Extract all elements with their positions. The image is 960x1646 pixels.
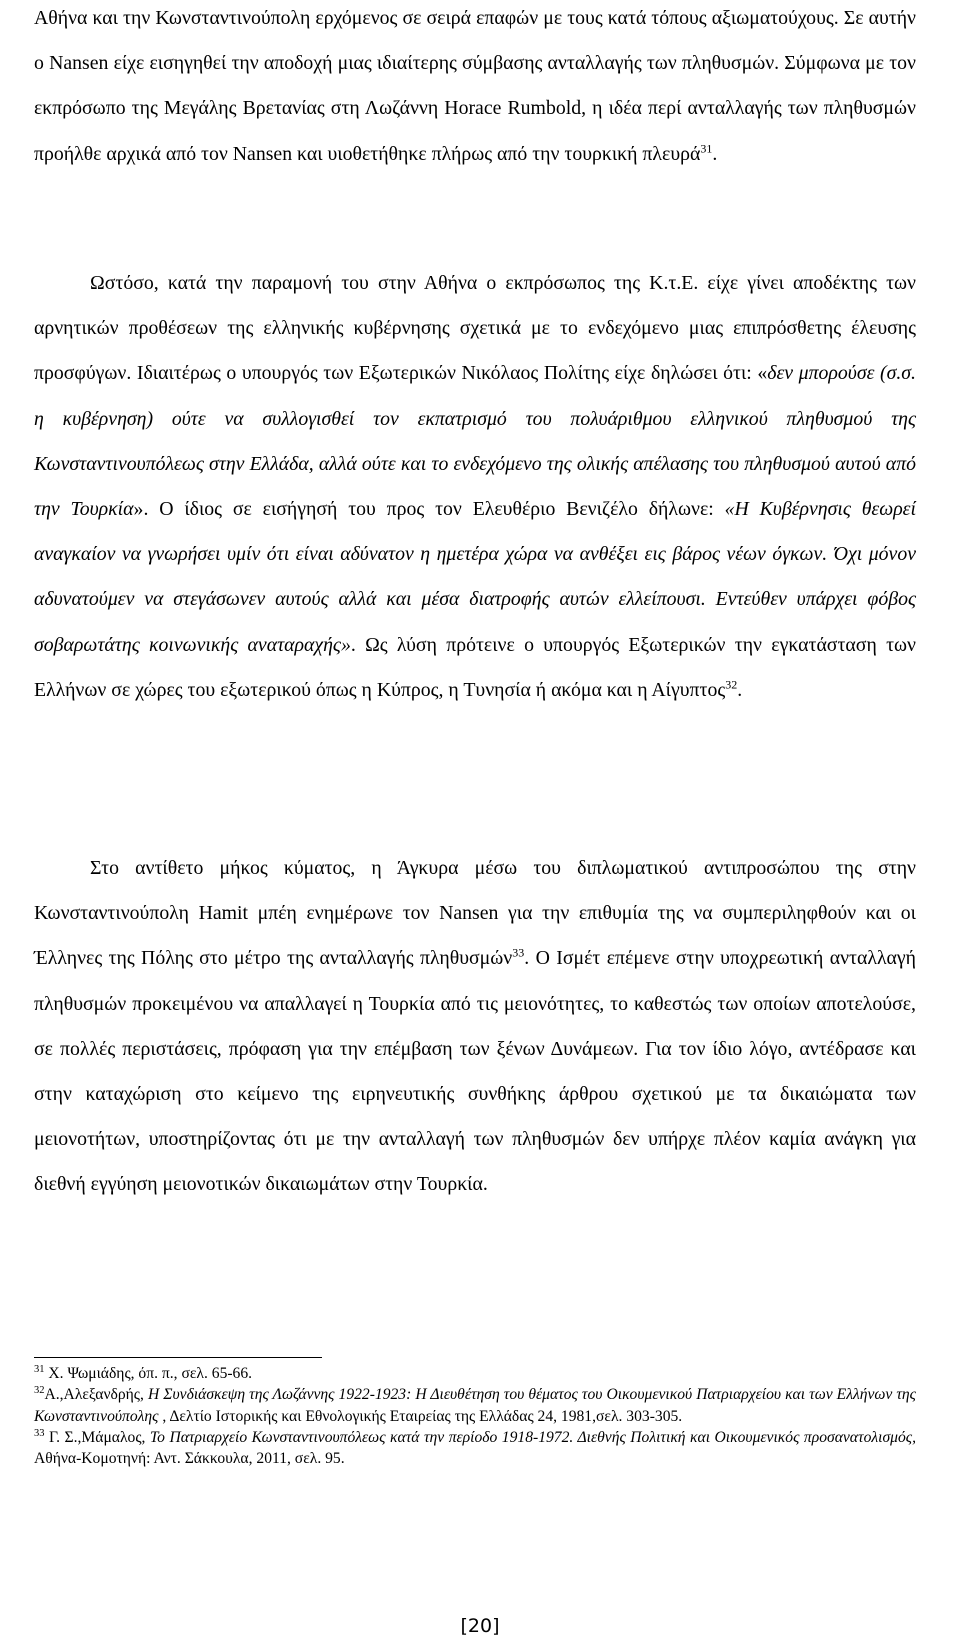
footnote [34, 1427, 916, 1470]
text-run: Χ. Ψωμιάδης, όπ. π., σελ. 65-66. [44, 1365, 253, 1382]
text-run: . Ως λύση πρότεινε ο υπουργός Εξωτερικών την εγκατάσταση των Ελλήνων σε χώρες του εξωτερικού όπως η Κύπρος, η Τυνησία ή ακόμα και η Αίγυπτος [34, 633, 916, 701]
footnote-ref: 32 [34, 1385, 45, 1397]
italic-text: δεν μπορούσε (σ.σ. η κυβέρνηση) ούτε να συλλογισθεί τον εκπατρισμό του πολυάριθμου ελληνικού πληθυσμού της Κωνσταντινουπόλεως στην Ελλάδα, αλλά ούτε και το ενδεχόμενο της ολικής απέλασης του πληθυσμού αυτού από την Τουρκία [34, 362, 916, 521]
text-run: Α.,Αλεξανδρής, [44, 1386, 148, 1404]
footnote-ref: 31 [700, 141, 713, 156]
text-run: Αθήνα-Κομοτηνή: Αντ. Σάκκουλα, 2011, σελ. 95. [34, 1450, 345, 1468]
footnotes [34, 1363, 916, 1469]
footnote-separator [34, 1357, 322, 1358]
text-run: . [737, 678, 743, 701]
footnote-ref: 32 [725, 677, 738, 692]
footnote [34, 1363, 916, 1384]
footnote-ref: 33 [512, 945, 525, 960]
italic-text: Το Πατριαρχείο Κωνσταντινουπόλεως κατά την περίοδο 1918-1972. Διεθνής Πολιτική και Οικουμενικός προσανατολισμός, [149, 1428, 916, 1446]
text-run: , Δελτίο Ιστορικής και Εθνολογικής Εταιρείας της Ελλάδας 24, 1981,σελ. 303-305. [158, 1407, 683, 1425]
footnote-ref: 31 [34, 1363, 45, 1375]
page-number: [20] [460, 1615, 500, 1637]
paragraph [34, 261, 916, 713]
text-run: ». Ο ίδιος σε εισήγησή του προς τον Ελευθέριο Βενιζέλο δήλωνε: [133, 498, 725, 521]
footnote-ref: 33 [34, 1427, 45, 1439]
text-run: Γ. Σ.,Μάμαλος, [44, 1428, 150, 1446]
paragraph [34, 0, 916, 177]
italic-text: Η Συνδιάσκεψη της Λωζάννης 1922-1923: Η Διευθέτηση του θέματος του Οικουμενικού Πατριαρχείου και των Ελλήνων της Κωνσταντινούπολης [34, 1386, 916, 1425]
text-run: Αθήνα και την Κωνσταντινούπολη ερχόμενος σε σειρά επαφών με τους κατά τόπους αξιωματούχους. Σε αυτήν ο Nansen είχε εισηγηθεί την αποδοχή μιας ιδιαίτερης σύμβασης ανταλλαγής των πληθυσμών. Σύμφωνα με τον εκπρόσωπο της Μεγάλης Βρετανίας στη Λωζάννη Horace Rumbold, η ιδέα περί ανταλλαγής των πληθυσμών προήλθε αρχικά από τον Nansen και υιοθετήθηκε πλήρως από την τουρκική πλευρά [34, 7, 916, 165]
italic-text: «Η Κυβέρνησις θεωρεί αναγκαίον να γνωρήσει υμίν ότι είναι αδύνατον η ημετέρα χώρα να ανθέξει εις βάρος νέων όγκων. Όχι μόνον αδυνατούμεν να στεγάσωνεν αυτούς αλλά και μέσα διατροφής αυτών ελλείπουσι. Εντεύθεν υπάρχει φόβος σοβαρωτάτης κοινωνικής αναταραχής» [34, 498, 916, 656]
text-run: Ωστόσο, κατά την παραμονή του στην Αθήνα ο εκπρόσωπος της Κ.τ.Ε. είχε γίνει αποδέκτης των αρνητικών προθέσεων της ελληνικής κυβέρνησης σχετικά με το ενδεχόμενο μιας επιπρόσθετης έλευσης προσφύγων. Ιδιαιτέρως ο υπουργός των Εξωτερικών Νικόλαος Πολίτης είχε δηλώσει ότι: « [34, 272, 916, 385]
footnote [34, 1384, 916, 1427]
paragraph [34, 846, 916, 1208]
text-run: Στο αντίθετο μήκος κύματος, η Άγκυρα μέσω του διπλωματικού αντιπροσώπου της στην Κωνσταντινούπολη Hamit μπέη ενημέρωνε τον Nansen για την επιθυμία της να συμπεριληφθούν και οι Έλληνες της Πόλης στο μέτρο της ανταλλαγής πληθυσμών [34, 857, 916, 970]
text-run: . Ο Ισμέτ επέμενε στην υποχρεωτική ανταλλαγή πληθυσμών προκειμένου να απαλλαγεί η Τουρκία από τις μειονότητες, το καθεστώς των οποίων αποτελούσε, σε πολλές περιστάσεις, πρόφαση για την επέμβαση των ξένων Δυνάμεων. Για τον ίδιο λόγο, αντέδρασε και στην καταχώριση στο κείμενο της ειρηνευτικής συνθήκης άρθρου σχετικού με τα δικαιώματα των μειονοτήτων, υποστηρίζοντας ότι με την ανταλλαγή των πληθυσμών δεν υπήρχε πλέον καμία ανάγκη για διεθνή εγγύηση μειονοτικών δικαιωμάτων στην Τουρκία. [34, 947, 916, 1196]
text-run: . [712, 142, 718, 165]
